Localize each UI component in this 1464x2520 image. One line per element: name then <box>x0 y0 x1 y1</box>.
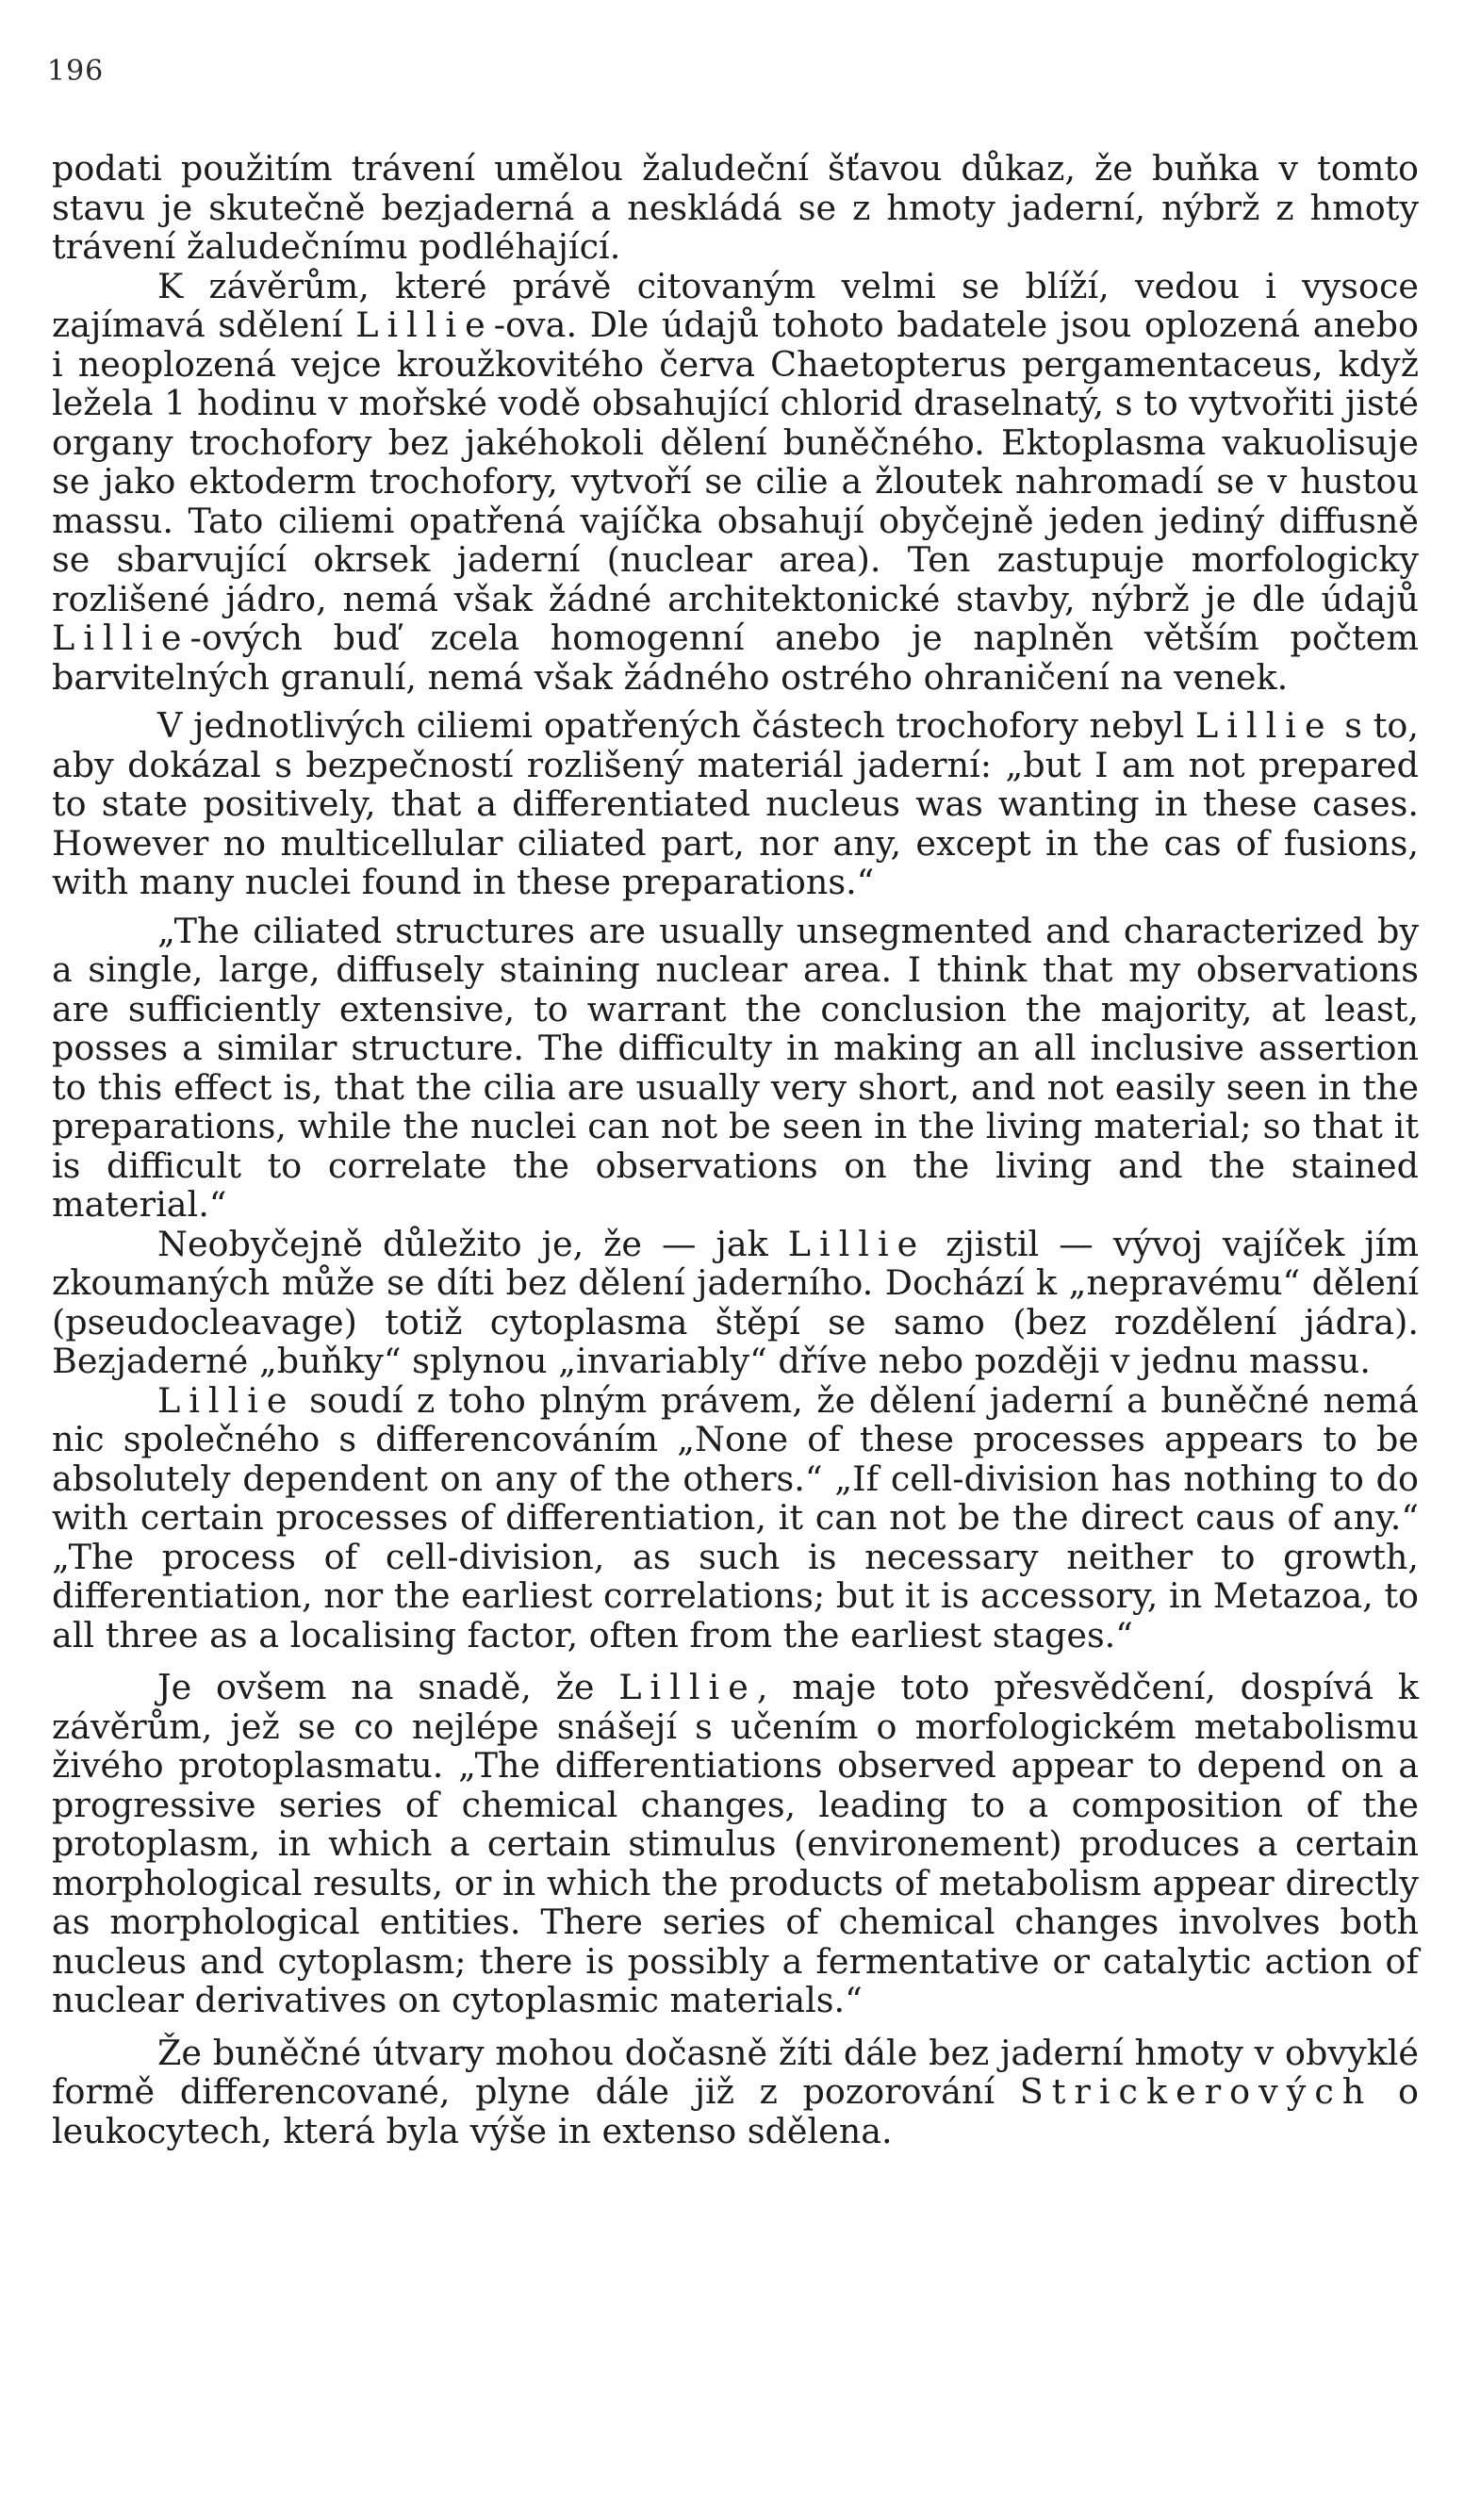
paragraph-text: s to, aby dokázal s bezpečností rozlišený materiál jaderní: „but I am not prepared to state positively, that a differentiated nucleus was wanting in these cases. However no multicellular ciliated part, nor any, except in the cas of fusions, with many nuclei found in these preparations.“ <box>52 705 1419 902</box>
author-name: Lillie <box>618 1667 757 1707</box>
author-name: Lillie <box>787 1223 927 1264</box>
page-number: 196 <box>47 55 105 88</box>
author-name: Lillie <box>157 1379 296 1421</box>
body-text <box>52 149 1419 2150</box>
paragraph-text: Že buněčné útvary mohou dočasně žíti dále bez jaderní hmoty v obvyklé formě differencované, plyne dále již z pozorování <box>52 2032 1419 2112</box>
paragraph-text: -ova. Dle údajů tohoto badatele jsou oplozená anebo i neoplozená vejce kroužkovitého červa Chaetopterus pergamentaceus, když ležela 1 hodinu v mořské vodě obsahující chlorid draselnatý, s to vytvořiti jisté organy trochofory bez jakéhokoli dělení buněčného. Ektoplasma vakuolisuje se jako ektoderm trochofory, vytvoří se cilie a žloutek nahromadí se v hustou massu. Tato ciliemi opatřená vajíčka obsahují obyčejně jeden jediný diffusně se sbarvující okrsek jaderní (nuclear area). Ten zastupuje morfologicky rozlišené jádro, nemá však žádné architektonické stavby, nýbrž je dle údajů <box>52 305 1419 619</box>
author-name: Lillie <box>355 305 494 345</box>
author-name: Strickerových <box>1019 2071 1374 2112</box>
paragraph-text: „The ciliated structures are usually unsegmented and characterized by a single, large, diffusely staining nuclear area. I think that my observations are sufficiently extensive, to warrant the conclusion the majority, at least, posses a similar structure. The difficulty in making an all inclusive assertion to this effect is, that the cilia are usually very short, and not easily seen in the preparations, while the nuclei can not be seen in the living material; so that it is difficult to correlate the observations on the living and the stained material.“ <box>52 910 1419 1225</box>
paragraph-text: , maje toto přesvědčení, dospívá k závěrům, jež se co nejlépe snášejí s učením o morfologickém metabolismu živého protoplasmatu. „The differentiations observed appear to depend on a progressive series of chemical changes, leading to a composition of the protoplasm, in which a certain stimulus (environement) produces a certain morphological results, or in which the products of metabolism appear directly as morphological entities. There series of chemical changes involves both nucleus and cytoplasm; there is possibly a fermentative or catalytic action of nuclear derivatives on cytoplasmic materials.“ <box>52 1667 1420 2020</box>
paragraph-text: podati použitím trávení umělou žaludeční šťavou důkaz, že buňka v tomto stavu je skutečně bezjaderná a neskládá se z hmoty jaderní, nýbrž z hmoty trávení žaludečnímu podléhající. <box>52 148 1419 267</box>
paragraph-text: V jednotlivých ciliemi opatřených částech trochofory nebyl <box>157 705 1196 746</box>
paragraph-text: Je ovšem na snadě, že <box>157 1667 619 1707</box>
author-name: Lillie <box>52 618 190 658</box>
paragraph-1 <box>52 149 1419 267</box>
paragraph-text: -ových buď zcela homogenní anebo je naplněn větším počtem barvitelných granulí, nemá však žádného ostrého ohraničení na venek. <box>52 618 1419 698</box>
paragraph-2 <box>52 267 1419 698</box>
paragraph-7 <box>52 1668 1419 2020</box>
paragraph-3 <box>52 706 1419 902</box>
paragraph-8 <box>52 2034 1419 2151</box>
paragraph-5 <box>52 1225 1419 1381</box>
paragraph-text: o leukocytech, která byla výše in extenso sdělena. <box>52 2071 1419 2151</box>
paragraph-text: soudí z toho plným právem, že dělení jaderní a buněčné nemá nic společného s differencováním „None of these processes appears to be absolutely dependent on any of the others.“ „If cell-division has nothing to do with certain processes of differentiation, it can not be the direct caus of any.“ „The process of cell-division, as such is necessary neither to growth, differentiation, nor the earliest correlations; but it is accessory, in Metazoa, to all three as a localising factor, often from the earliest stages.“ <box>52 1379 1419 1655</box>
paragraph-4 <box>52 912 1419 1225</box>
paragraph-text: K závěrům, které právě citovaným velmi se blíží, vedou i vysoce zajímavá sdělení <box>52 265 1419 345</box>
paragraph-6 <box>52 1381 1419 1655</box>
author-name: Lillie <box>1195 705 1334 746</box>
paragraph-text: zjistil — vývoj vajíček jím zkoumaných může se díti bez dělení jaderního. Dochází k „nepravému“ dělení (pseudocleavage) totiž cytoplasma štěpí se samo (bez rozdělení jádra). Bezjaderné „buňky“ splynou „invariably“ dříve nebo později v jednu massu. <box>52 1223 1419 1381</box>
paragraph-text: Neobyčejně důležito je, že — jak <box>157 1223 788 1264</box>
